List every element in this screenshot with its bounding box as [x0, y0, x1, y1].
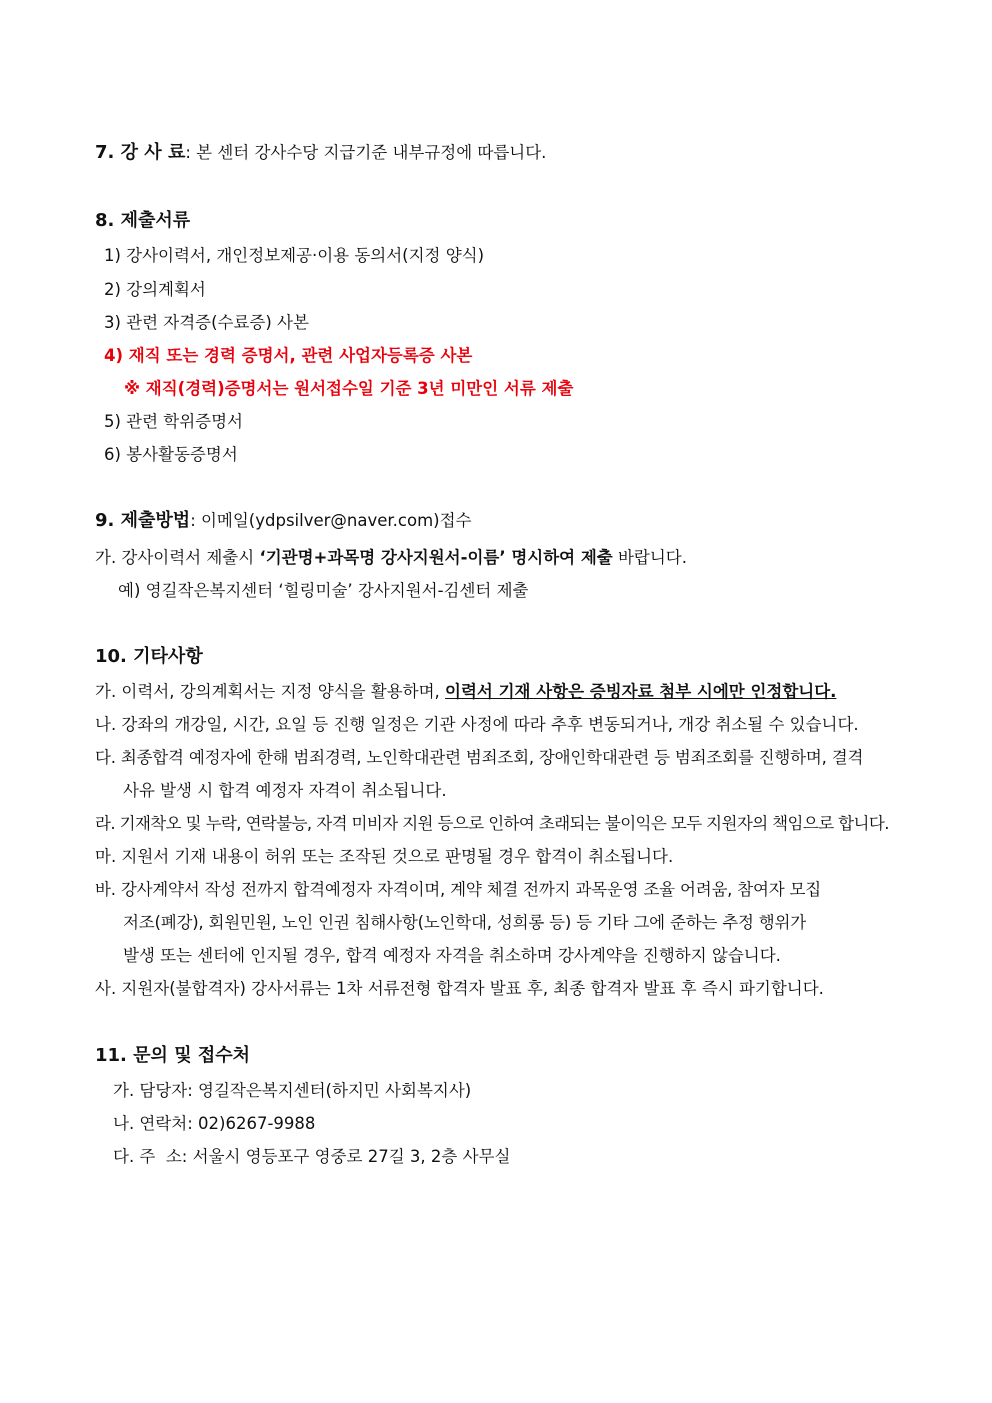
doc-item-2: 2) 강의계획서: [104, 280, 206, 299]
section-9: [95, 510, 471, 532]
ga-prefix: 가. 강사이력서 제출시: [95, 548, 260, 567]
section-7-heading: 7. 강 사 료: [95, 142, 186, 163]
section-9-ga: [95, 547, 687, 569]
section-10-ba-2: 저조(폐강), 회원민원, 노인 인권 침해사항(노인학대, 성희롱 등) 등 기타 그에 준하는 추정 행위가: [123, 913, 806, 932]
doc-item-1: 1) 강사이력서, 개인정보제공‧이용 동의서(지정 양식): [104, 246, 485, 265]
section-10-heading: 10. 기타사항: [95, 646, 203, 667]
contact-address: 다. 주 소: 서울시 영등포구 영중로 27길 3, 2층 사무실: [113, 1147, 511, 1166]
section-9-heading: 9. 제출방법: [95, 510, 191, 531]
section-10-na: 나. 강좌의 개강일, 시간, 요일 등 진행 일정은 기관 사정에 따라 추후 변동되거나, 개강 취소될 수 있습니다.: [95, 715, 859, 734]
section-8-heading: 8. 제출서류: [95, 210, 191, 231]
ga-bold: ‘기관명+과목명 강사지원서-이름’ 명시하여 제출: [259, 548, 613, 567]
section-10-ba-3: 발생 또는 센터에 인지될 경우, 합격 예정자 자격을 취소하며 강사계약을 진행하지 않습니다.: [123, 946, 781, 965]
section-10-da-2: 사유 발생 시 합격 예정자 자격이 취소됩니다.: [123, 781, 447, 800]
doc-item-5: 5) 관련 학위증명서: [104, 412, 243, 431]
doc-item-note: ※ 재직(경력)증명서는 원서접수일 기준 3년 미만인 서류 제출: [124, 379, 574, 398]
section-7-text: : 본 센터 강사수당 지급기준 내부규정에 따릅니다.: [185, 143, 547, 162]
section-10-ba-1: 바. 강사계약서 작성 전까지 합격예정자 자격이며, 계약 체결 전까지 과목운영 조율 어려움, 참여자 모집: [95, 880, 822, 899]
ga-underlined: 이력서 기재 사항은 증빙자료 첨부 시에만 인정합니다.: [445, 682, 837, 701]
section-9-example: 예) 영길작은복지센터 ‘힐링미술’ 강사지원서-김센터 제출: [118, 581, 529, 600]
doc-item-3: 3) 관련 자격증(수료증) 사본: [104, 313, 309, 332]
ga-suffix: 바랍니다.: [612, 548, 687, 567]
contact-phone: 나. 연락처: 02)6267-9988: [113, 1114, 316, 1133]
section-10-da-1: 다. 최종합격 예정자에 한해 범죄경력, 노인학대관련 범죄조회, 장애인학대관련 등 범죄조회를 진행하며, 결격: [95, 748, 864, 767]
doc-item-6: 6) 봉사활동증명서: [104, 445, 238, 464]
contact-person: 가. 담당자: 영길작은복지센터(하지민 사회복지사): [113, 1081, 472, 1100]
section-10-ma: 마. 지원서 기재 내용이 허위 또는 조작된 것으로 판명될 경우 합격이 취소됩니다.: [95, 847, 674, 866]
section-10-ra: 라. 기재착오 및 누락, 연락불능, 자격 미비자 지원 등으로 인하여 초래되는 불이익은 모두 지원자의 책임으로 합니다.: [95, 814, 889, 833]
section-10-ga: [95, 681, 836, 703]
section-9-text: : 이메일(ydpsilver@naver.com)접수: [190, 511, 472, 530]
section-11-heading: 11. 문의 및 접수처: [95, 1045, 251, 1066]
section-7: [95, 142, 546, 164]
ga-prefix: 가. 이력서, 강의계획서는 지정 양식을 활용하며,: [95, 682, 446, 701]
section-10-sa: 사. 지원자(불합격자) 강사서류는 1차 서류전형 합격자 발표 후, 최종 합격자 발표 후 즉시 파기합니다.: [95, 979, 824, 998]
doc-item-4: 4) 재직 또는 경력 증명서, 관련 사업자등록증 사본: [104, 346, 473, 365]
